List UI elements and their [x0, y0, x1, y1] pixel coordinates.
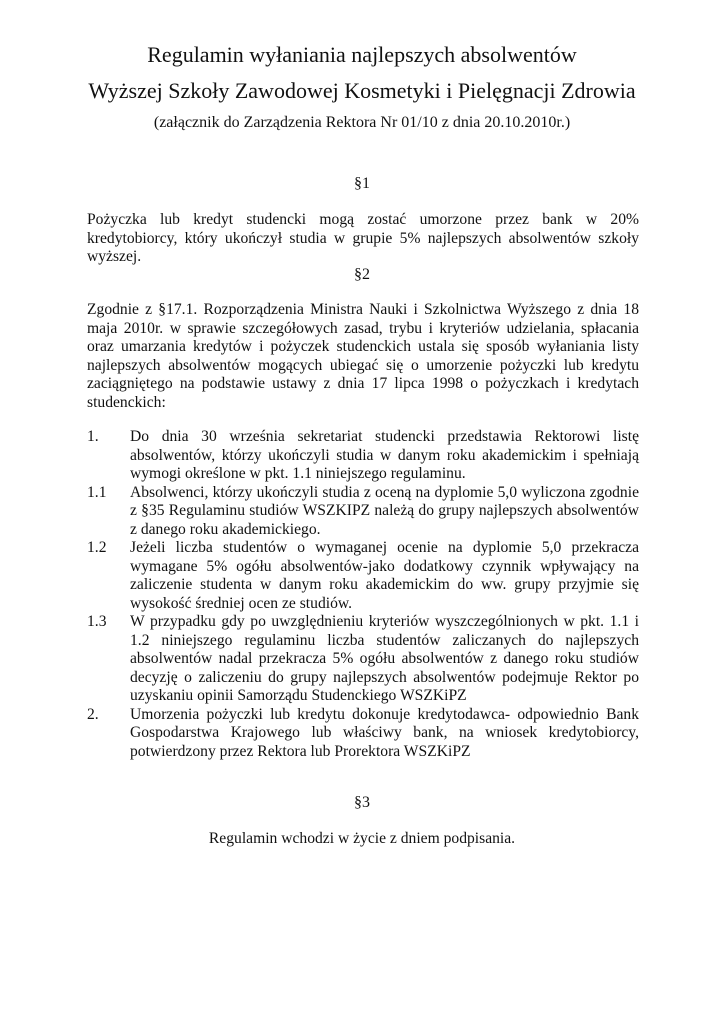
document-title-line2: Wyższej Szkoły Zawodowej Kosmetyki i Pielęgnacji Zdrowia — [88, 78, 636, 103]
document-title-line1: Regulamin wyłaniania najlepszych absolwentów — [147, 42, 577, 67]
list-item — [87, 539, 639, 613]
section-1-text: Pożyczka lub kredyt studencki mogą zostać umorzone przez bank w 20% kredytobiorcy, który ukończył studia w grupie 5% najlepszych absolwentów szkoły wyższej. — [87, 211, 639, 265]
section-1-mark: §1 — [354, 175, 370, 192]
list-item-text: Absolwenci, którzy ukończyli studia z oceną na dyplomie 5,0 wyliczona zgodnie z §35 Regulaminu studiów WSZKIPZ należą do grupy najlepszych absolwentów z danego roku akademickiego. — [130, 483, 639, 538]
section-2-mark: §2 — [354, 266, 370, 283]
section-3-text: Regulamin wchodzi w życie z dniem podpisania. — [208, 830, 516, 847]
list-item — [87, 484, 639, 540]
list-item-text: Jeżeli liczba studentów o wymaganej ocenie na dyplomie 5,0 przekracza wymagane 5% ogółu absolwentów-jako dodatkowy czynnik wpływający na zaliczenie studenta w danym roku akademickim do ww. grupy przyjmie się wysokość średniej ocen ze studiów. — [130, 539, 639, 612]
list-item-number: 1. — [87, 428, 99, 445]
list-item-text: Umorzenia pożyczki lub kredytu dokonuje kredytodawca- odpowiednio Bank Gospodarstwa Krajowego lub właściwy bank, na wniosek kredytobiorcy, potwierdzony przez Rektora lub Prorektora WSZKiPZ — [130, 705, 639, 760]
section-3-mark: §3 — [354, 794, 370, 811]
list-item-text: W przypadku gdy po uwzględnieniu kryteriów wyszczególnionych w pkt. 1.1 i 1.2 niniejszego regulaminu liczba studentów zaliczanych do najlepszych absolwentów nadal przekracza 5% ogółu absolwentów z danego roku studiów decyzję o zaliczeniu do grupy najlepszych absolwentów podejmuje Rektor po uzyskaniu opinii Samorządu Studenckiego WSZKiPZ — [130, 613, 639, 704]
list-item — [87, 706, 639, 762]
list-item-number: 1.1 — [87, 483, 107, 501]
section-2-list — [87, 428, 639, 761]
list-item-text: Do dnia 30 września sekretariat studencki przedstawia Rektorowi listę absolwentów, którzy ukończyli studia w danym roku akademickim i spełniają wymogi określone w pkt. 1.1 niniejszego regulaminu. — [130, 428, 639, 482]
document-subtitle: (załącznik do Zarządzenia Rektora Nr 01/10 z dnia 20.10.2010r.) — [153, 114, 571, 131]
list-item-number: 1.3 — [87, 613, 107, 630]
section-2-intro: Zgodnie z §17.1. Rozporządzenia Ministra Nauki i Szkolnictwa Wyższego z dnia 18 maja 2010r. w sprawie szczegółowych zasad, trybu i kryteriów udzielania, spłacania oraz umarzania kredytów i pożyczek studenckich ustala się sposób wyłaniania listy najlepszych absolwentów mogących ubiegać się o umorzenie pożyczki lub kredytu zaciągniętego na podstawie ustawy z dnia 17 lipca 1998 o pożyczkach i kredytach studenckich: — [87, 301, 639, 411]
list-item-number: 1.2 — [87, 539, 107, 556]
list-item-number: 2. — [87, 705, 99, 723]
list-item — [87, 613, 639, 706]
list-item — [87, 428, 639, 484]
